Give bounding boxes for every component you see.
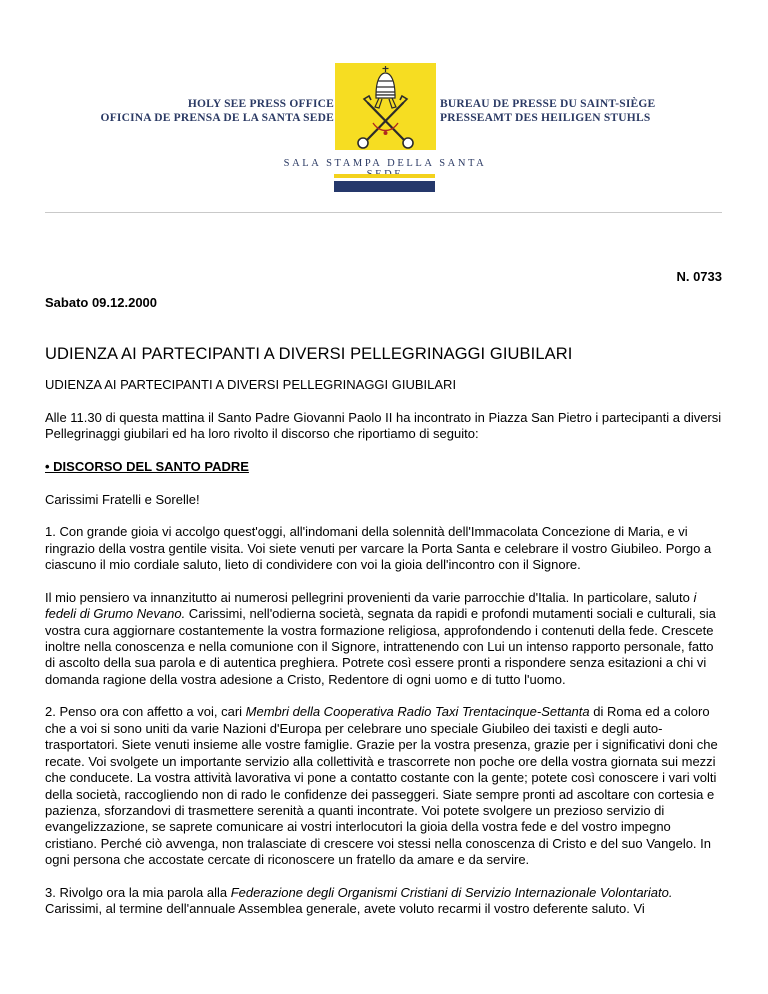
oficina-prensa-label: OFICINA DE PRENSA DE LA SANTA SEDE bbox=[100, 112, 334, 124]
yellow-stripe bbox=[334, 174, 435, 178]
bulletin-body bbox=[45, 377, 725, 934]
paragraph-4: 3. Rivolgo ora la mia parola alla Federazione degli Organismi Cristiani di Servizio Internazionale Volontariato. Carissimi, al termine dell'annuale Assemblea generale, avete voluto recarmi il vostro deferente saluto. Vi bbox=[45, 884, 673, 917]
tiara-keys-icon bbox=[335, 63, 436, 150]
subtitle: UDIENZA AI PARTECIPANTI A DIVERSI PELLEGRINAGGI GIUBILARI bbox=[45, 377, 457, 392]
holy-see-press-office-label: HOLY SEE PRESS OFFICE bbox=[187, 98, 334, 110]
bulletin-date: Sabato 09.12.2000 bbox=[45, 295, 158, 310]
discorso-section-link[interactable]: • DISCORSO DEL SANTO PADRE bbox=[45, 458, 249, 474]
letterhead-right bbox=[440, 97, 655, 125]
letterhead-left bbox=[101, 97, 334, 125]
page-title: UDIENZA AI PARTECIPANTI A DIVERSI PELLEGRINAGGI GIUBILARI bbox=[45, 345, 573, 363]
header-divider bbox=[45, 212, 722, 213]
paragraph-2: Il mio pensiero va innanzitutto ai numerosi pellegrini provenienti da varie parrocchie d'Italia. In particolare, saluto i fedeli di Grumo Nevano. Carissimi, nell'odierna società, segnata da rapidi e profondi mutamenti sociali e culturali, sia vostra cura aggiornare costantemente la vostra formazione religiosa, approfondendo i contenuti della fede. Crescete inoltre nella conoscenza e nella comunione con il Signore, intrattenendo con Lui un intenso rapporto personale, fatto di ascolto della sua parola e di autentica preghiera. Potrete così essere pronti a rispondere senza esitazioni a chi vi domanda ragione della vostra adesione a Cristo, Redentore di ogni uomo e di tutto l'uomo. bbox=[45, 589, 716, 687]
greeting: Carissimi Fratelli e Sorelle! bbox=[45, 491, 200, 507]
blue-stripe bbox=[334, 181, 435, 192]
papal-coat-of-arms-emblem bbox=[335, 63, 436, 150]
federazione-emphasis: Federazione degli Organismi Cristiani di Servizio Internazionale Volontariato. bbox=[230, 884, 673, 900]
radio-taxi-emphasis: Membri della Cooperativa Radio Taxi Trentacinque-Settanta bbox=[245, 704, 590, 720]
intro-paragraph: Alle 11.30 di questa mattina il Santo Padre Giovanni Paolo II ha incontrato in Piazza San Pietro i partecipanti a diversi Pellegrinaggi giubilari ed ha loro rivolto il discorso che riportiamo di seguito: bbox=[45, 409, 722, 442]
bulletin-number: N. 0733 bbox=[676, 269, 722, 284]
sala-stampa-label: SALA STAMPA DELLA SANTA bbox=[283, 158, 487, 169]
paragraph-3: 2. Penso ora con affetto a voi, cari Membri della Cooperativa Radio Taxi Trentacinque-Settanta di Roma ed a coloro che a voi si sono uniti da varie Nazioni d'Europa per celebrare uno speciale Giubileo dei taxisti e degli auto-trasportatori. Siete venuti insieme alle vostre famiglie. Grazie per la vostra presenza, grazie per i significativi doni che recate. Voi svolgete un importante servizio alla collettività e trascorrete non poche ore della vostra giornata sui mezzi che conducete. La vostra attività lavorativa vi pone a contatto costante con la gente; potete così conoscere i vari volti della società, raccogliendo non di rado le confidenze dei passeggeri. Siate sempre pronti ad ascoltare con cortesia e pazienza, sforzandovi di trasmettere serenità a quanti incontrate. Voi potete svolgere un prezioso servizio di evangelizzazione, se saprete comunicare ai vostri interlocutori la gioia della vostra fede e del vostro impegno cristiano. Perché ciò avvenga, non tralasciate di crescere voi stessi nella conoscenza di Cristo e del suo Vangelo. In ogni persona che accostate cercate di riconoscere un fratello da amare e da servire. bbox=[45, 704, 718, 868]
grumo-nevano-emphasis: i fedeli di Grumo Nevano. bbox=[45, 589, 697, 622]
presseamt-label: PRESSEAMT DES HEILIGEN STUHLS bbox=[440, 112, 651, 124]
paragraph-1: 1. Con grande gioia vi accolgo quest'oggi, all'indomani della solennità dell'Immacolata Concezione di Maria, e vi ringrazio della vostra gentile visita. Voi siete venuti per varcare la Porta Santa e celebrare il vostro Giubileo. Porgo a ciascuno il mio cordiale saluto, lieto di condividere con voi la gioia dell'incontro con il Signore. bbox=[45, 524, 712, 573]
bureau-de-presse-label: BUREAU DE PRESSE DU SAINT-SIÈGE bbox=[440, 98, 656, 110]
